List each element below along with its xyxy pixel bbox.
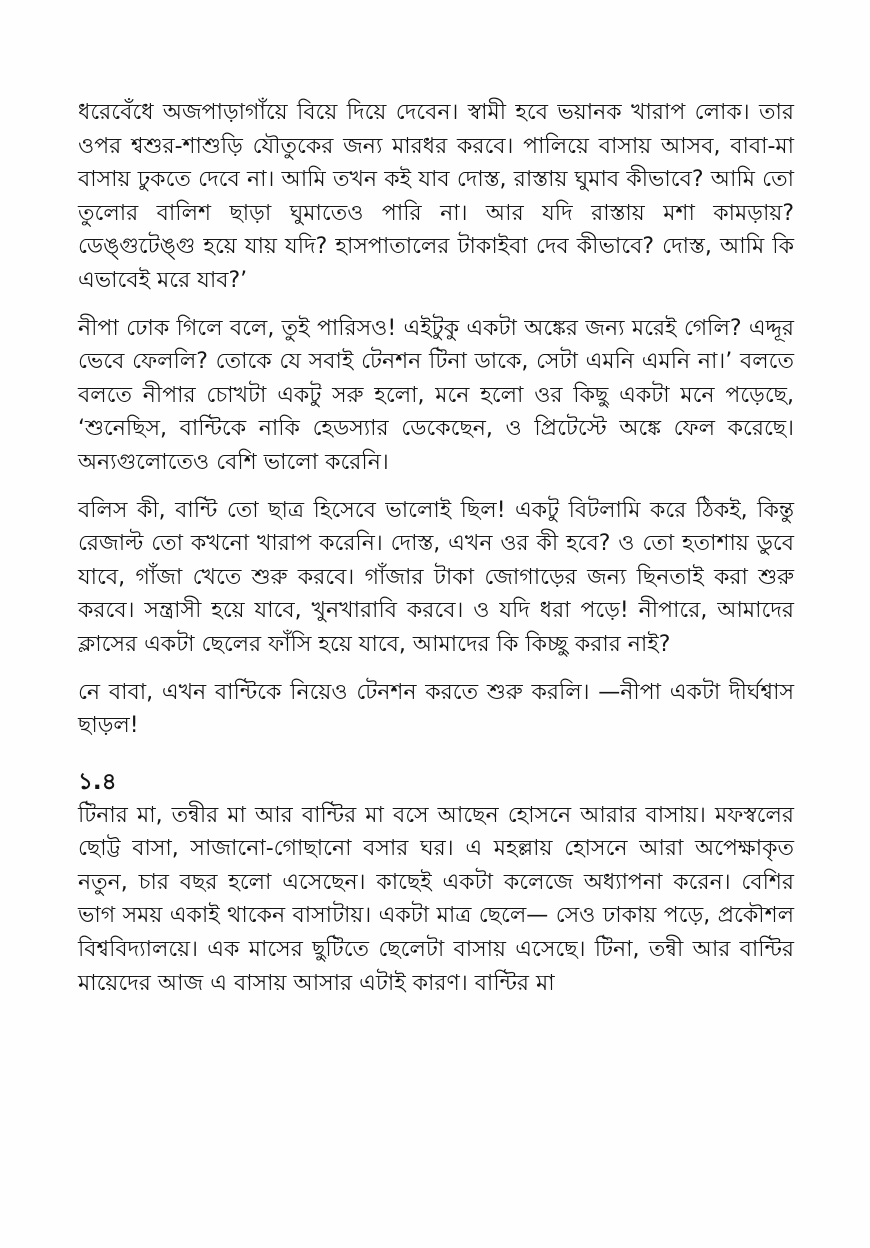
section-heading: ১.৪ bbox=[78, 768, 117, 795]
paragraph-1: ধরেবেঁধে অজপাড়াগাঁয়ে বিয়ে দিয়ে দেবেন। স্বামী হবে ভয়ানক খারাপ লোক। তার ওপর শ্বশুর-শাশুড়ি যৌতুকের জন্য মারধর করবে। পালিয়ে বাসায় আসব, বাবা-মা বাসায় ঢুকতে দেবে না। আমি তখন কই যাব দোস্ত, রাস্তায় ঘুমাব কীভাবে? আমি তো তুলোর বালিশ ছাড়া ঘুমাতেও পারি না। আর যদি রাস্তায় মশা কামড়ায়? ডেঙ্গুটেঙ্গু হয়ে যায় যদি? হাসপাতালের টাকাইবা দেব কীভাবে? দোস্ত, আমি কি এভাবেই মরে যাব?’ bbox=[78, 100, 794, 293]
paragraph-2: নীপা ঢোক গিলে বলে, তুই পারিসও! এইটুকু একটা অঙ্কের জন্য মরেই গেলি? এদ্দূর ভেবে ফেললি? তোকে যে সবাই টেনশন টিনা ডাকে, সেটা এমনি এমনি না।’ বলতে বলতে নীপার চোখটা একটু সরু হলো, মনে হলো ওর কিছু একটা মনে পড়েছে, ‘শুনেছিস, বান্টিকে নাকি হেডস্যার ডেকেছেন, ও প্রিটেস্টে অঙ্কে ফেল করেছে। অন্যগুলোতেও বেশি ভালো করেনি। bbox=[78, 315, 794, 475]
page-text bbox=[78, 96, 794, 1014]
paragraph-3: বলিস কী, বান্টি তো ছাত্র হিসেবে ভালোই ছিল! একটু বিটলামি করে ঠিকই, কিন্তু রেজাল্ট তো কখনো খারাপ করেনি। দোস্ত, এখন ওর কী হবে? ও তো হতাশায় ডুবে যাবে, গাঁজা খেতে শুরু করবে। গাঁজার টাকা জোগাড়ের জন্য ছিনতাই করা শুরু করবে। সন্ত্রাসী হয়ে যাবে, খুনখারাবি করবে। ও যদি ধরা পড়ে! নীপারে, আমাদের ক্লাসের একটা ছেলের ফাঁসি হয়ে যাবে, আমাদের কি কিচ্ছু করার নাই? bbox=[78, 497, 794, 657]
paragraph-4: নে বাবা, এখন বান্টিকে নিয়েও টেনশন করতে শুরু করলি। —নীপা একটা দীর্ঘশ্বাস ছাড়ল! bbox=[78, 679, 794, 739]
section-body-paragraph: টিনার মা, তন্বীর মা আর বান্টির মা বসে আছেন হোসনে আরার বাসায়। মফস্বলের ছোট্ট বাসা, সাজানো-গোছানো বসার ঘর। এ মহল্লায় হোসনে আরা অপেক্ষাকৃত নতুন, চার বছর হলো এসেছেন। কাছেই একটা কলেজে অধ্যাপনা করেন। বেশির ভাগ সময় একাই থাকেন বাসাটায়। একটা মাত্র ছেলে— সেও ঢাকায় পড়ে, প্রকৌশল বিশ্ববিদ্যালয়ে। এক মাসের ছুটিতে ছেলেটা বাসায় এসেছে। টিনা, তন্বী আর বান্টির মায়েদের আজ এ বাসায় আসার এটাই কারণ। বান্টির মা bbox=[78, 802, 794, 996]
